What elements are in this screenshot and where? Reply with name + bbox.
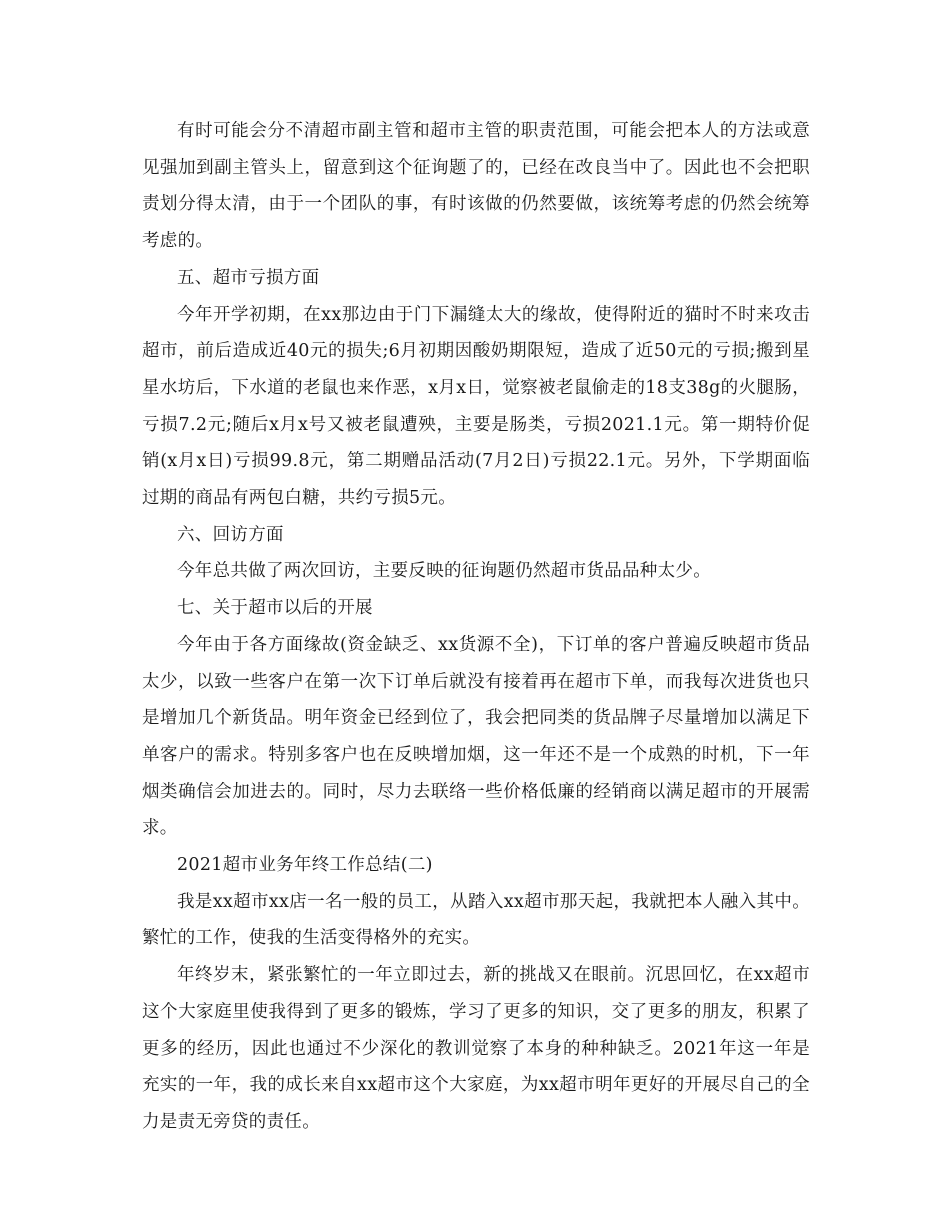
paragraph-followup: 今年总共做了两次回访，主要反映的征询题仍然超市货品品种太少。 <box>177 561 711 582</box>
paragraph-development: 今年由于各方面缘故(资金缺乏、xx货源不全)，下订单的客户普遍反映超市货品太少，以致一些客户在第一次下订单后就没有接着再在超市下单，而我每次进货也只是增加几个新货品。明年资金已经到位了，我会把同类的货品牌子尽量增加以满足下单客户的需求。特别多客户也在反映增加烟，这一年还不是一个成熟的时机，下一年烟类确信会加进去的。同时，尽力去联络一些价格低廉的经销商以满足超市的开展需求。 <box>142 634 810 839</box>
paragraph-year-end: 年终岁末，紧张繁忙的一年立即过去，新的挑战又在眼前。沉思回忆，在xx超市这个大家庭里使我得到了更多的锻炼，学习了更多的知识，交了更多的朋友，积累了更多的经历，因此也通过不少深化的教训觉察了本身的种种缺乏。2021年这一年是充实的一年，我的成长来自xx超市这个大家庭，为xx超市明年更好的开展尽自己的全力是责无旁贷的责任。 <box>142 965 810 1132</box>
paragraph-introduction: 我是xx超市xx店一名一般的员工，从踏入xx超市那天起，我就把本人融入其中。繁忙的工作，使我的生活变得格外的充实。 <box>142 891 810 949</box>
document-subtitle: 2021超市业务年终工作总结(二) <box>177 855 433 876</box>
section-heading-followup: 六、回访方面 <box>177 524 284 545</box>
section-heading-losses: 五、超市亏损方面 <box>177 267 320 288</box>
paragraph-responsibilities: 有时可能会分不清超市副主管和超市主管的职责范围，可能会把本人的方法或意见强加到副主管头上，留意到这个征询题了的，已经在改良当中了。因此也不会把职责划分得太清，由于一个团队的事，有时该做的仍然要做，该统筹考虑的仍然会统筹考虑的。 <box>142 121 810 252</box>
document-body <box>142 113 810 1141</box>
paragraph-losses: 今年开学初期，在xx那边由于门下漏缝太大的缘故，使得附近的猫时不时来攻击超市，前后造成近40元的损失;6月初期因酸奶期限短，造成了近50元的亏损;搬到星星水坊后，下水道的老鼠也来作恶，x月x日，觉察被老鼠偷走的18支38g的火腿肠，亏损7.2元;随后x月x号又被老鼠遭殃，主要是肠类，亏损2021.1元。第一期特价促销(x月x日)亏损99.8元，第二期赠品活动(7月2日)亏损22.1元。另外，下学期面临过期的商品有两包白糖，共约亏损5元。 <box>142 304 810 509</box>
section-heading-development: 七、关于超市以后的开展 <box>177 598 373 619</box>
